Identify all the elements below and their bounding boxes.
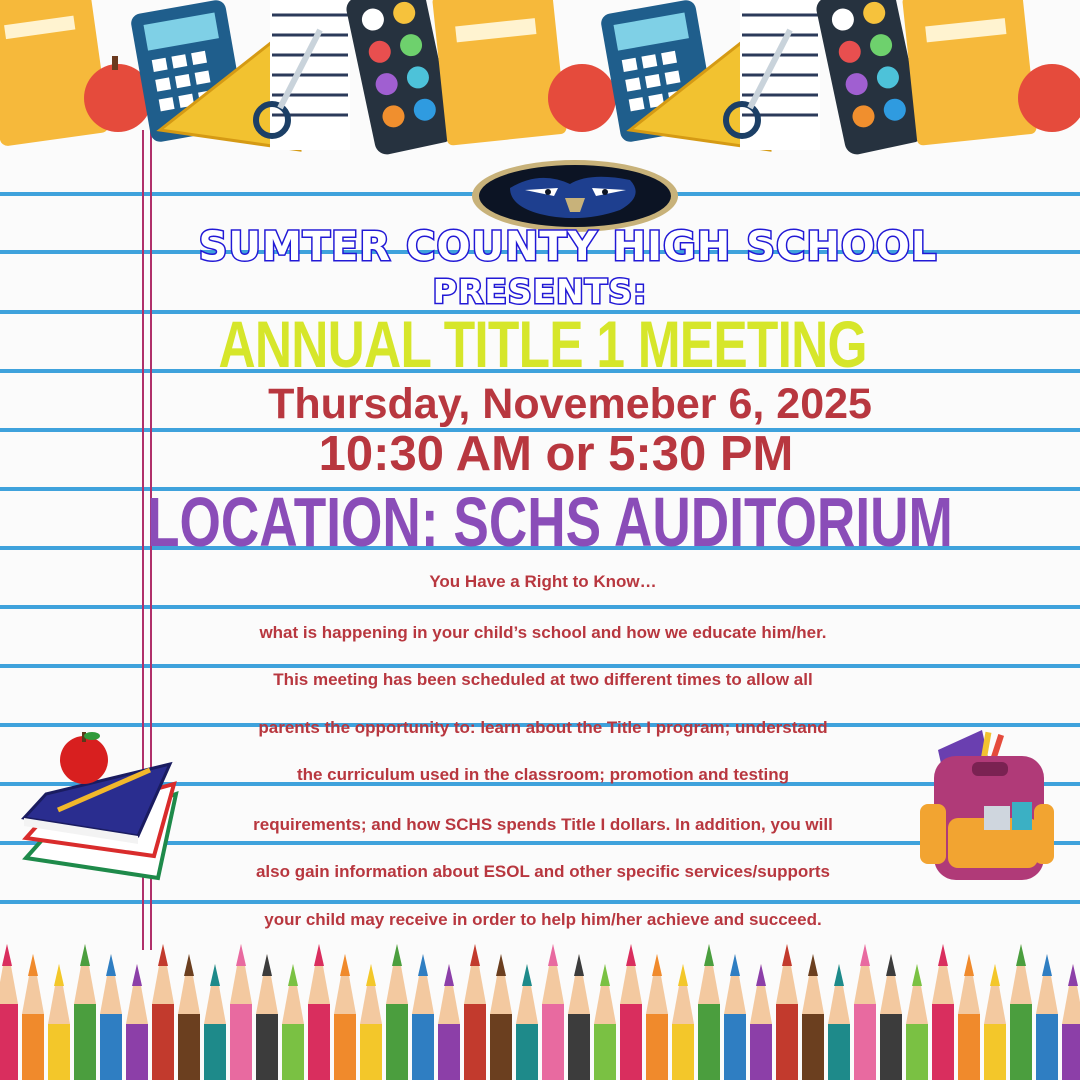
supplies-group-left [0, 0, 616, 157]
backpack-illustration [912, 726, 1056, 884]
body-line: also gain information about ESOL and other specific services/supports [255, 862, 831, 881]
pencil [984, 964, 1006, 1080]
pencil [516, 964, 538, 1080]
books-with-apple-illustration [18, 728, 186, 890]
pencil [854, 944, 876, 1080]
supplies-group-right [600, 0, 1080, 157]
pencil [1036, 954, 1058, 1080]
pencil [828, 964, 850, 1080]
pencil [204, 964, 226, 1080]
pencil [412, 954, 434, 1080]
paper-rule [0, 664, 1080, 668]
pencil [802, 954, 824, 1080]
pencil [620, 944, 642, 1080]
body-line: You Have a Right to Know… [429, 572, 657, 591]
pencil [958, 954, 980, 1080]
pencil-row [0, 944, 1080, 1080]
colored-pencils-border [0, 930, 1080, 1080]
pencil [594, 964, 616, 1080]
pencil [74, 944, 96, 1080]
pencil [256, 954, 278, 1080]
presents-heading: PRESENTS: [432, 272, 648, 311]
pencil [360, 964, 382, 1080]
pencil [386, 944, 408, 1080]
meeting-title: ANNUAL TITLE 1 MEETING [218, 307, 867, 381]
pencil [724, 954, 746, 1080]
pencil [542, 944, 564, 1080]
pencil [334, 954, 356, 1080]
pencil [178, 954, 200, 1080]
paper-rule [0, 900, 1080, 904]
school-supplies-banner [0, 0, 1080, 160]
paper-rule [0, 605, 1080, 609]
body-line: your child may receive in order to help him/her achieve and succeed. [264, 910, 822, 929]
pencil [230, 944, 252, 1080]
body-line: requirements; and how SCHS spends Title I dollars. In addition, you will [253, 815, 833, 834]
pencil [282, 964, 304, 1080]
body-line: the curriculum used in the classroom; promotion and testing [296, 765, 790, 784]
body-line: This meeting has been scheduled at two different times to allow all [273, 670, 813, 689]
pencil [698, 944, 720, 1080]
pencil [568, 954, 590, 1080]
pencil [126, 964, 148, 1080]
pencil [438, 964, 460, 1080]
pencil [100, 954, 122, 1080]
pencil [0, 944, 18, 1080]
meeting-date: Thursday, Novemeber 6, 2025 [268, 380, 872, 428]
pencil [152, 944, 174, 1080]
body-line: what is happening in your child’s school and how we educate him/her. [259, 623, 827, 642]
pencil [672, 964, 694, 1080]
pencil [880, 954, 902, 1080]
panther-mascot-logo [470, 158, 680, 234]
pencil [308, 944, 330, 1080]
pencil [776, 944, 798, 1080]
pencil [646, 954, 668, 1080]
pencil [22, 954, 44, 1080]
meeting-times: 10:30 AM or 5:30 PM [318, 427, 794, 481]
school-name-heading: SUMTER COUNTY HIGH SCHOOL [198, 224, 938, 270]
pencil [750, 964, 772, 1080]
pencil [1010, 944, 1032, 1080]
pencil [464, 944, 486, 1080]
pencil [932, 944, 954, 1080]
pencil [490, 954, 512, 1080]
body-line: parents the opportunity to: learn about the Title I program; understand [258, 718, 828, 737]
meeting-location: LOCATION: SCHS AUDITORIUM [146, 483, 953, 561]
pencil [48, 964, 70, 1080]
pencil [1062, 964, 1080, 1080]
pencil [906, 964, 928, 1080]
